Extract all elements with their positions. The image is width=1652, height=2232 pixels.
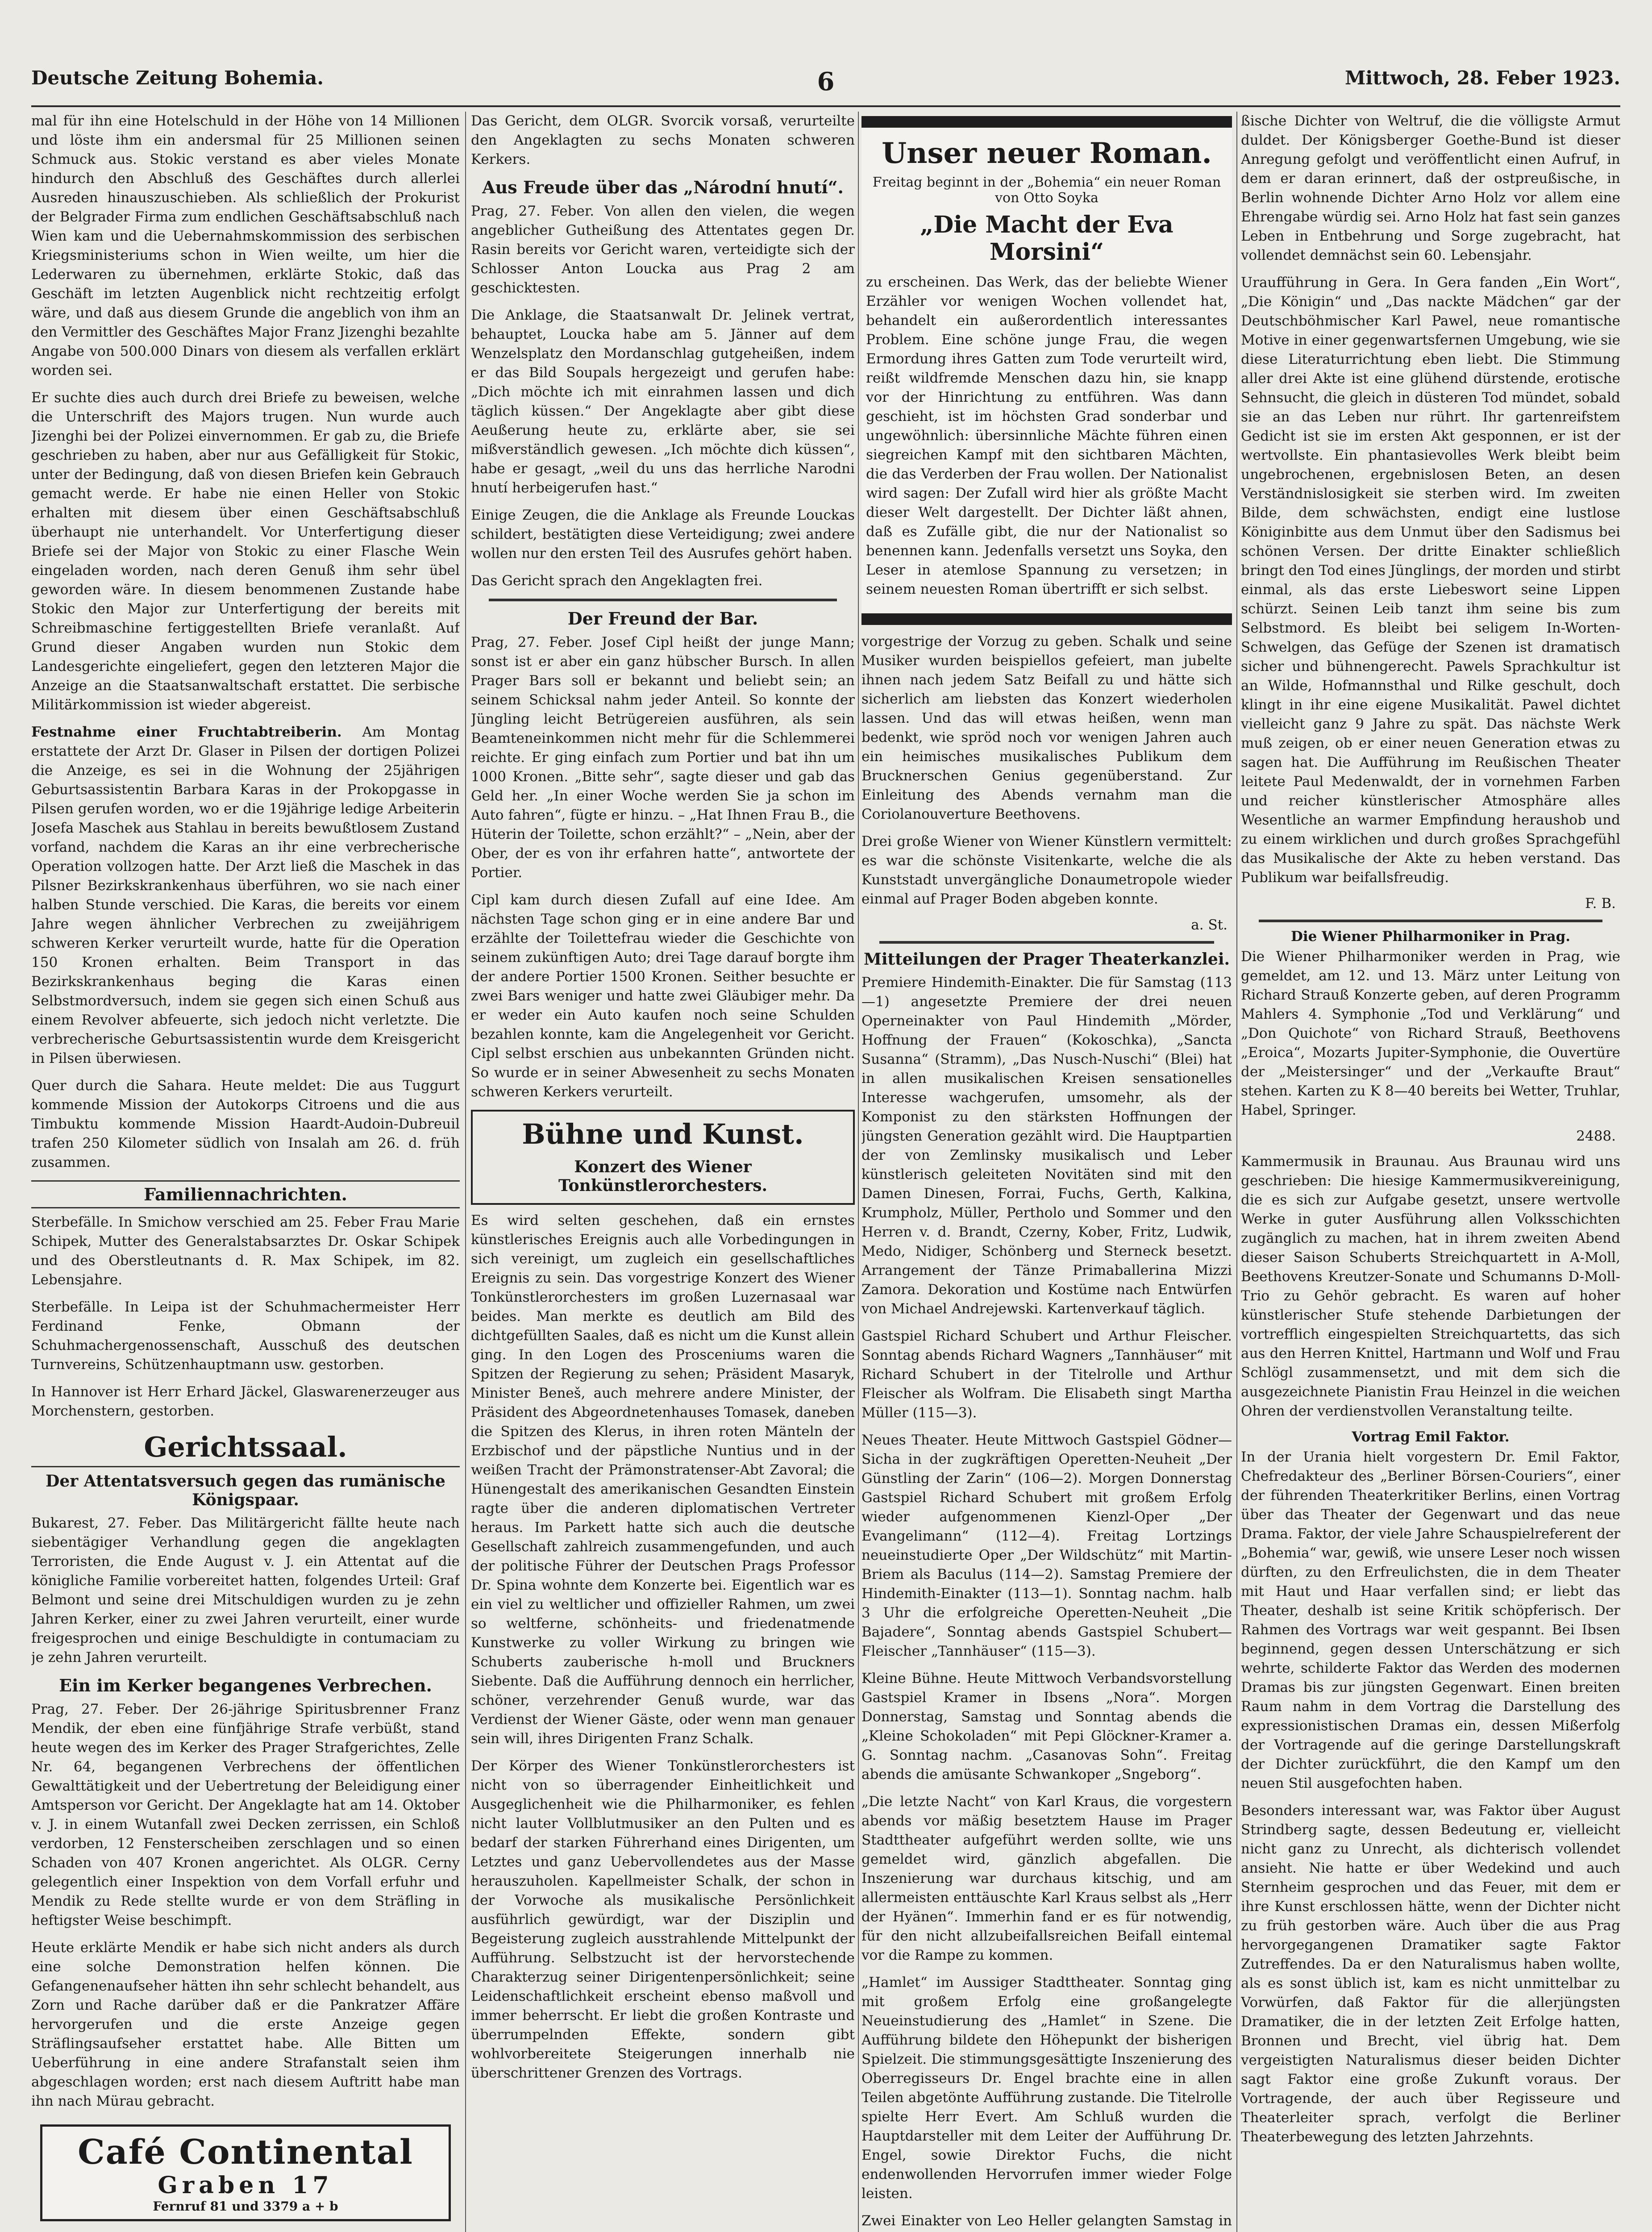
- article-paragraph: Uraufführung in Gera. In Gera fanden „Ein Wort“, „Die Königin“ und „Das nackte Mädchen“ gar der Deutschböhmischer Karl Pawel, neue romantische Motive in einer gegenwartsfernen Umgebung, wie sie diese Literaturrichtung eben liebt. Die Stimmung aller drei Akte ist eine glühend dürstende, erotische Sehnsucht, die gleich in düsteren Tod mündet, sobald sie an das Leben nur rührt. Ihr gartenreifstem Gedicht ist sie im ersten Akt gesponnen, er ist der wertvollste. Ein phantasievolles Werk bleibt beim ungebrochenen, ergebnislosen Beten, an desen Verständnislosigkeit sie sterben wird. Im zweiten Bilde, dem schwächsten, endigt eine lustlose Königinbitte aus dem Unmut über den Sadismus bei schönen Versen. Der dritte Einakter schließlich bringt den Tod eines Jünglings, der morden und stirbt einmal, als das erste Liebeswort seine Lippen schürzt. Seinen Leib tanzt ihm seine bis zum Selbstmord. Es bleibt bei seligem In-Worten-Schwelgen, das Gefüge der Szenen ist dramatisch sicher und bühnengerecht. Pawels Sprachkultur ist an Wilde, Hofmannsthal und Rilke geschult, doch klingt in ihr eine eigene Musikalität. Pawel dichtet vielleicht ganz 9 Jahre zu spät. Das nächste Werk muß zeigen, ob er einer neuen Generation etwas zu sagen hat. Die Aufführung im Reußischen Theater leitete Paul Medenwaldt, der in vornehmen Farben und reicher künstlerischer Atmosphäre alles Wesentliche an warmer Empfindung heraushob und zu einem wirklichen und durch großes Sprachgefühl das Musikalische der Akte zu heben verstand. Das Publikum war beifallsfreudig.: [1241, 275, 1620, 886]
- article-paragraph: Heute erklärte Mendik er habe sich nicht anders als durch eine solche Demonstration helfen können. Die Gefangenenaufseher hätten ihn sehr schlecht behandelt, aus Zorn und Rache darüber daß er die Pankratzer Affäre hervorgerufen und die erste Anzeige gegen Sträflingsaufseher erstattet habe. Alle Bitten um Ueberführung in eine andere Strafanstalt seien ihm abgeschlagen worden; erst nach diesem Auftritt habe man ihn nach Mürau gebracht.: [31, 1940, 460, 2109]
- column-4: [1241, 112, 1620, 2232]
- column-divider: [465, 112, 466, 2232]
- article-divider: [1259, 920, 1602, 922]
- article-paragraph: Sterbefälle. In Leipa ist der Schuhmachermeister Herr Ferdinand Fenke, Obmann der Schuhmachergenossenschaft, Ausschuß des deutschen Turnvereins, Schützenhauptmann usw. gestorben.: [31, 1299, 460, 1373]
- section-box-stage: [471, 1110, 855, 1205]
- article-paragraph: Es wird selten geschehen, daß ein ernstes künstlerisches Ereignis auch alle Vorbedingungen in sich vereinigt, um zugleich ein gesellschaftliches Ereignis zu sein. Das vorgestrige Konzert des Wiener Tonkünstlerorchesters im großen Luzernasaal war beides. Man merkte es deutlich am Bild des dichtgefüllten Saales, daß es nicht um die Kunst allein ging. In den Logen des Prosceniums waren die Spitzen der Regierung zu sehen; Präsident Masaryk, Minister Beneš, auch mehrere andere Minister, der Präsident des Abgeordnetenhauses Tomasek, daneben die Spitzen des Klerus, in ihren roten Mänteln der Erzbischof und der päpstliche Nuntius und in der weißen Tracht der Prämonstratenser-Abt Zavoral; die Hünengestalt des amerikanischen Gesandten Einstein ragte über die anderen diplomatischen Vertreter heraus. Im Parkett hatte sich auch die deutsche Gesellschaft zahlreich zusammengefunden, und auch der politische Führer der Deutschen Prags Professor Dr. Spina wohnte dem Konzerte bei. Eigentlich war es ein viel zu weltlicher und offizieller Rahmen, um zwei so weltferne, schönheits- und friedenatmende Kunstwerke zu voller Wirkung zu bringen wie Schuberts zauberische h-moll und Bruckners Siebente. Daß die Aufführung dennoch ein herrlicher, schöner, verzehrender Genuß wurde, war das Verdienst der Wiener Gäste, oder wenn man genauer sein will, ihres Dirigenten Franz Schalk.: [471, 1212, 855, 1747]
- article-paragraph: Quer durch die Sahara. Heute meldet: Die aus Tuggurt kommende Mission der Autokorps Citroens und die aus Timbuktu kommende Mission Haardt-Audoin-Dubreuil trafen 250 Kilometer südlich von Insalah am 26. d. früh zusammen.: [31, 1078, 460, 1170]
- ad-street: Graben 17: [158, 2172, 333, 2199]
- article-paragraph: In Hannover ist Herr Erhard Jäckel, Glaswarenerzeuger aus Morchenstern, gestorben.: [31, 1384, 460, 1419]
- masthead-newspaper-name: Deutsche Zeitung Bohemia.: [31, 67, 324, 89]
- article-paragraph: Drei große Wiener von Wiener Künstlern vermittelt: es war die schönste Visitenkarte, welche die als Kunststadt unvergängliche Donaumetropole wieder einmal auf Prager Boden abgeben konnte.: [861, 833, 1232, 907]
- masthead-rule: [31, 105, 1620, 107]
- article-paragraph: Premiere Hindemith-Einakter. Die für Samstag (113—1) angesetzte Premiere der drei neuen Operneinakter von Paul Hindemith „Mörder, Hoffnung der Frauen“ (Kokoschka), „Sancta Susanna“ (Stramm), „Das Nusch-Nuschi“ (Blei) hat in allen musikalischen Kreisen sensationelles Interesse wachgerufen, umsomehr, als der Komponist zu den stärksten Hoffnungen der jüngsten Generation gezählt wird. Die Hauptpartien der von Zemlinsky musikalisch und Leber künstlerisch geleiteten Novitäten sind mit den Damen Dinesen, Forrai, Fuchs, Gerth, Kalkina, Krumpholz, Müller, Pertholo und Sommer und den Herren v. d. Brandt, Czerny, Kober, Fritz, Ludwik, Medo, Nidiger, Schönberg und Sterneck besetzt. Arrangement der Tänze Primaballerina Mizzi Zamora. Dekoration und Kostüme nach Entwürfen von Michael Andrejewski. Kartenverkauf täglich.: [861, 974, 1232, 1317]
- article-heading: Ein im Kerker begangenes Verbrechen.: [59, 1675, 432, 1695]
- article-heading: Der Freund der Bar.: [567, 608, 758, 629]
- article-paragraph: Sterbefälle. In Smichow verschied am 25. Feber Frau Marie Schipek, Mutter des Generalstabsarztes Dr. Oskar Schipek und des Oberstleutnants d. R. Max Schipek, im 82. Lebensjahre.: [31, 1214, 460, 1288]
- column-divider: [858, 112, 859, 2232]
- article-paragraph: Prag, 27. Feber. Josef Cipl heißt der junge Mann; sonst ist er aber ein ganz hübscher Bursch. In allen Prager Bars soll er bekannt und beliebt sein; an seinem Schicksal nahm jeder Anteil. So konnte der Jüngling leicht Betrügereien ausführen, als sein Beamteneinkommen nicht mehr für die Schlemmerei reichte. Er ging einfach zum Portier und bat ihn um 1000 Kronen. „Bitte sehr“, sagte dieser und gab das Geld her. „In einer Woche werden Sie ja schon im Auto fahren“, fügte er hinzu. – „Hat Ihnen Frau B., die Hüterin der Toilette, schon erzählt?“ – „Nein, aber der Ober, der es von ihr erfahren hatte“, antwortete der Portier.: [471, 634, 855, 881]
- column-2: [471, 112, 855, 2232]
- column-1: [31, 112, 460, 2232]
- article-paragraph: Bukarest, 27. Feber. Das Militärgericht fällte heute nach siebentägiger Verhandlung gegen die angeklagten Terroristen, die Ende August v. J. ein Attentat auf die königliche Familie vorbereitet hatten, folgendes Urteil: Graf Belmont und seine drei Mitschuldigen wurden zu je zehn Jahren Kerker, einer zu zwei Jahren verurteilt, einer wurde freigesprochen und einige Beschuldigte in contumaciam zu je zehn Jahren verurteilt.: [31, 1515, 460, 1666]
- article-heading: Aus Freude über das „Národní hnutí“.: [482, 177, 844, 197]
- article-heading: Die Wiener Philharmoniker in Prag.: [1290, 929, 1571, 945]
- article-paragraph: Die Wiener Philharmoniker werden in Prag, wie gemeldet, am 12. und 13. März unter Leitung von Richard Strauß Konzerte geben, auf deren Programm Mahlers 4. Symphonie „Tod und Verklärung“ und „Don Quichote“ von Richard Strauß, Beethovens „Eroica“, Mozarts Jupiter-Symphonie, die Ouvertüre der „Meistersinger“ und der „Verkaufte Braut“ stehen. Karten zu K 8—40 bereits bei Wetter, Truhlar, Habel, Springer.: [1241, 949, 1620, 1118]
- article-paragraph: In der Urania hielt vorgestern Dr. Emil Faktor, Chefredakteur des „Berliner Börsen-Couriers“, einer der führenden Theaterkritiker Berlins, einen Vortrag über das Theater der Gegenwart und das neue Drama. Faktor, der viele Jahre Schauspielreferent der „Bohemia“ war, gewiß, wie unsere Leser noch wissen dürften, zu den Erfreulichsten, die in dem Theater mit Haut und Haar verfallen sind; er liebt das Theater, deshalb ist seine Kritik schöpferisch. Der Rahmen des Vortrags war weit gespannt. Bei Ibsen beginnend, gegen dessen Unterschätzung er sich wehrte, schilderte Faktor das Werden des modernen Dramas bis zur jüngsten Gegenwart. Einen breiten Raum nahm in dem Vortrag die Darstellung des expressionistischen Dramas ein, dessen Mißerfolg der Vortragende auf die geringe Darstellungskraft der Dichter zurückführt, die den Kampf um den neuen Stil ausgefochten haben.: [1241, 1449, 1620, 1791]
- article-paragraph: Besonders interessant war, was Faktor über August Strindberg sagte, dessen Bedeutung er, vielleicht nicht ganz zu Unrecht, als dichterisch vollendet ansieht. Nie hatte er über Wedekind und auch Sternheim gesprochen und das Feuer, mit dem er ihre Kunst erschlossen hätte, wenn der Dichter nicht zu früh gestorben wäre. Auch über die aus Prag hervorgegangenen Dramatiker sagte Faktor Zutreffendes. Da er den Naturalismus haben wollte, als es sonst üblich ist, kam es nicht unmittelbar zu Vorwürfen, daß Faktor für die allerjüngsten Dramatiker, die in der letzten Zeit Erfolge hatten, Bronnen und Brecht, viel übrig hat. Dem vergeistigten Naturalismus dieser beiden Dichter sagt Faktor eine große Zukunft voraus. Der Vortragende, der auch über Regisseure und Theaterleiter sprach, verfolgt die Berliner Theaterbewegung des letzten Jahrzehnts.: [1241, 1803, 1620, 2145]
- novel-heading: Unser neuer Roman.: [882, 137, 1212, 170]
- article-paragraph: Das Gericht, dem OLGR. Svorcik vorsaß, verurteilte den Angeklagten zu sechs Monaten schweren Kerkers.: [471, 113, 855, 167]
- article-paragraph: Prag, 27. Feber. Der 26-jährige Spiritusbrenner Franz Mendik, der eben eine fünfjährige Strafe verbüßt, stand heute wegen des im Kerker des Prager Strafgerichtes, Zelle Nr. 64, begangenen Verbrechens der öffentlichen Gewalttätigkeit und der Uebertretung der Beleidigung einer Amtsperson vor Gericht. Der Angeklagte hat am 14. Oktober v. J. in einem Wutanfall zwei Decken zerrissen, ein Schloß verdorben, 12 Fensterscheiben zerschlagen und so einen Schaden von 407 Kronen angerichtet. Als OLGR. Cerny gelegentlich einer Inspektion von dem Vorfall erfuhr und Mendik zu Rede stellte wurde er von dem Sträfling in heftigster Weise beschimpft.: [31, 1701, 460, 1928]
- advertisement-cafe: [40, 2124, 451, 2221]
- article-heading: Konzert des Wiener Tonkünstlerorchesters.: [558, 1158, 768, 1195]
- section-heading-court: Gerichtssaal.: [31, 1431, 460, 1467]
- article-paragraph: Prag, 27. Feber. Von allen den vielen, die wegen angeblicher Gutheißung des Attentates gegen Dr. Rasin bereits vor Gericht waren, verteidigte sich der Schlosser Anton Loucka aus Prag 2 am geschicktesten.: [471, 203, 855, 296]
- section-heading-family: Familiennachrichten.: [31, 1180, 460, 1208]
- masthead: [31, 67, 1620, 103]
- novel-intro: Freitag beginnt in der „Bohemia“ ein neuer Roman von Otto Soyka: [872, 175, 1221, 206]
- article-paragraph: Gastspiel Richard Schubert und Arthur Fleischer. Sonntag abends Richard Wagners „Tannhäuser“ mit Richard Schubert in der Titelrolle und Arthur Fleischer als Wolfram. Die Elisabeth singt Martha Müller (115—3).: [861, 1328, 1232, 1421]
- article-paragraph: ßische Dichter von Weltruf, die die völligste Armut duldet. Der Königsberger Goethe-Bund ist dieser Anregung gefolgt und veröffentlicht einen Aufruf, in dem er daran erinnert, daß der ostpreußische, in Berlin wohnende Dichter Arno Holz vor allem eine Ehrengabe würdig sei. Arno Holz hat fast sein ganzes Leben in Entbehrung und Sorge zugebracht, hat vollendet demnächst sein 60. Lebensjahr.: [1241, 113, 1620, 263]
- article-signature: a. St.: [1191, 917, 1228, 933]
- masthead-page-number: 6: [817, 67, 835, 96]
- article-divider: [489, 599, 837, 601]
- ad-title: Café Continental: [78, 2132, 413, 2172]
- article-paragraph: mal für ihn eine Hotelschuld in der Höhe von 14 Millionen und löste ihm ein andersmal für 25 Millionen seinen Schmuck aus. Stokic verstand es aber vieles Monate hindurch den Abschluß des Geschäftes durch allerlei Ausreden hinauszuschieben. Als schließlich der Prokurist der Belgrader Firma zum endlichen Geschäftsabschluß nach Wien kam und die Uebernahmskommission des serbischen Kriegsministeriums schon in Wien weilte, um hier die Lederwaren zu übernehmen, erklärte Stokic, daß das Geschäft im letzten Augenblick nicht rechtzeitig erfolgt wäre, und daß aus diesem Grunde die angeblich von ihm an den Vermittler des Geschäftes Major Franz Jizenghi bezahlte Angabe von 500.000 Dinars von diesem als verfallen erklärt worden sei.: [31, 113, 460, 379]
- article-paragraph: vorgestrige der Vorzug zu geben. Schalk und seine Musiker wurden beispiellos gefeiert, man jubelte ihnen nach jedem Satz Beifall zu und hätte sich sicherlich am liebsten das Konzert wiederholen lassen. Und das will etwas heißen, wenn man bedenkt, wie spröd noch vor wenigen Jahren auch ein heimisches musikalisches Publikum dem Brucknerschen Genius gegenüberstand. Zur Einleitung des Abends vernahm man die Coriolanouverture Beethovens.: [861, 633, 1232, 822]
- article-paragraph: [31, 723, 460, 1068]
- article-heading: Vortrag Emil Faktor.: [1352, 1429, 1510, 1445]
- article-divider: [879, 941, 1214, 944]
- article-heading: Mitteilungen der Prager Theaterkanzlei.: [863, 950, 1230, 969]
- novel-announcement-box: [861, 116, 1232, 625]
- novel-title: „Die Macht der Eva Morsini“: [920, 211, 1173, 266]
- article-paragraph: Neues Theater. Heute Mittwoch Gastspiel Gödner—Sicha in der zugkräftigen Operetten-Neuheit „Der Günstling der Zarin“ (106—2). Morgen Donnerstag Gastspiel Richard Schubert mit großem Erfolg wieder aufgenommenen Kienzl-Oper „Der Evangelimann“ (112—4). Freitag Lortzings neueinstudierte Oper „Der Wildschütz“ mit Martin-Briem als Baculus (114—2). Samstag Premiere der Hindemith-Einakter (113—1). Sonntag nachm. halb 3 Uhr die erfolgreiche Operetten-Neuheit „Die Bajadere“, Sonntag abends Gastspiel Schubert—Fleischer „Tannhäuser“ (115—3).: [861, 1432, 1232, 1659]
- article-paragraph: „Hamlet“ im Aussiger Stadttheater. Sonntag ging mit großem Erfolg eine großangelegte Neueinstudierung des „Hamlet“ in Szene. Die Aufführung bildete den Höhepunkt der bisherigen Spielzeit. Die stimmungsgesättigte Inszenierung des Oberregisseurs Dr. Engel brachte eine in allen Teilen abgetönte Aufführung zustande. Die Titelrolle spielte Herr Evert. Am Schluß wurden die Hauptdarsteller mit dem Leiter der Aufführung Dr. Engel, sowie Direktor Fuchs, die nicht endenwollenden Hervorrufen immer wieder Folge leisten.: [861, 1974, 1232, 2202]
- article-paragraph: Cipl kam durch diesen Zufall auf eine Idee. Am nächsten Tage schon ging er in eine andere Bar und erzählte der Toilettefrau wieder die Geschichte von seinem zukünftigen Auto; drei Tage darauf borgte ihm der andere Portier 1500 Kronen. Seither besuchte er zwei Bars weniger und hatte zwei Gläubiger mehr. Da er weder ein Auto kaufen noch seine Schulden bezahlen konnte, kam die Angelegenheit vor Gericht. Cipl selbst erschien aus unbekannten Gründen nicht. So wurde er in seiner Abwesenheit zu sechs Monaten schweren Kerkers verurteilt.: [471, 892, 855, 1100]
- article-paragraph: Einige Zeugen, die die Anklage als Freunde Louckas schildert, bestätigten diese Verteidigung; zwei andere wollen nur den ersten Teil des Ausrufes gehört haben.: [471, 507, 855, 562]
- article-paragraph: Zwei Einakter von Leo Heller gelangten Samstag in: [861, 2213, 1232, 2229]
- masthead-date: Mittwoch, 28. Feber 1923.: [1344, 67, 1620, 89]
- article-paragraph: Der Körper des Wiener Tonkünstlerorchesters ist nicht von so überragender Einheitlichkeit und Ausgeglichenheit wie die Philharmoniker, es fehlen nicht lauter Vollblutmusiker an den Pulten und es bedarf der starken Führerhand eines Dirigenten, um Letztes und ganz Uebervollendetes aus der Masse herauszuholen. Kapellmeister Schalk, der schon in der Vorwoche als musikalische Persönlichkeit ausführlich gewürdigt, war der Disziplin und Begeisterung zugleich ausstrahlende Mittelpunkt der Aufführung. Selbstzucht ist der hervorstechende Charakterzug seiner Dirigentenpersönlichkeit; seine Leidenschaftlichkeit erscheint ebenso maßvoll und immer beherrscht. Er liebt die großen Kontraste und überrumpelnden Effekte, sondern gibt wohlvorbereitete Steigerungen innerhalb nie überschrittener Grenzen des Vortrags.: [471, 1758, 855, 2081]
- article-text: Am Montag erstattete der Arzt Dr. Glaser in Pilsen der dortigen Polizei die Anzeige, es sei in die Wohnung der 25jährigen Geburtsassistentin Barbara Karas in der Prokopgasse in Pilsen gerufen worden, wo er die 19jährige ledige Arbeiterin Josefa Maschek aus Stahlau in bereits bewußtlosem Zustand vorfand, nachdem die Karas an ihr eine verbrecherische Operation vollzogen hatte. Der Arzt ließ die Maschek in das Pilsner Bezirkskrankenhaus überführen, wo sie nach einer halben Stunde verschied. Die Karas, die bereits vor einem Jahre wegen ähnlicher Verbrechen zu zweijährigem schweren Kerker verurteilt wurde, hatte für die Operation 150 Kronen erhalten. Beim Transport in das Bezirkskrankenhaus beging die Karas einen Selbstmordversuch, indem sie gegen sich einen Schuß aus einem Revolver abfeuerte, sich jedoch nicht verletzte. Die verbrecherische Geburtsassistentin wurde dem Kreisgericht in Pilsen überwiesen.: [31, 724, 460, 1066]
- article-signature: F. B.: [1585, 895, 1616, 912]
- column-3: [861, 112, 1232, 2232]
- article-paragraph: „Die letzte Nacht“ von Karl Kraus, die vorgestern abends vor mäßig besetztem Hause im Prager Stadttheater aufgeführt werden sollte, wie uns gemeldet wird, gänzlich abgefallen. Die Inszenierung war durchaus kitschig, und am allermeisten enttäuschte Karl Kraus selbst als „Herr der Hyänen“. Immerhin fand er es für notwendig, für den nicht allzubeifallsreichen Beifall eintemal vor die Rampe zu kommen.: [861, 1794, 1232, 1963]
- article-heading: Der Attentatsversuch gegen das rumänische Königspaar.: [46, 1472, 445, 1509]
- article-inline-heading: Festnahme einer Fruchtabtreiberin.: [31, 724, 342, 740]
- ad-phone: Fernruf 81 und 3379 a + b: [153, 2199, 338, 2214]
- article-paragraph: Das Gericht sprach den Angeklagten frei.: [471, 573, 763, 589]
- column-divider: [1236, 112, 1237, 2232]
- section-heading-stage: Bühne und Kunst.: [522, 1118, 804, 1150]
- article-paragraph: Die Anklage, die Staatsanwalt Dr. Jelinek vertrat, behauptet, Loucka habe am 5. Jänner auf dem Wenzelsplatz den Mordanschlag gutgeheißen, indem er das Bild Soupals hergezeigt und gerufen habe: „Dich möchte ich mit einrahmen lassen und dich täglich küssen.“ Der Angeklagte aber gibt diese Aeußerung heute zu, erklärte aber, sie sei mißverständlich gewesen. „Ich möchte dich küssen“, habe er gesagt, „weil du uns das herrliche Narodni hnutí herbeigerufen hast.“: [471, 307, 855, 496]
- article-paragraph: Kammermusik in Braunau. Aus Braunau wird uns geschrieben: Die hiesige Kammermusikvereinigung, die es sich zur Aufgabe gesetzt, unsere wertvolle Werke in guter Ausführung allen Volksschichten zugänglich zu machen, hat in ihrem zweiten Abend dieser Saison Schuberts Streichquartett in A-Moll, Beethovens Kreutzer-Sonate und Schumanns D-Moll-Trio zu Gehör gebracht. Es waren auf hoher künstlerischer Stufe stehende Darbietungen der vortrefflich eingespielten Streichquartetts, das sich aus den Herren Knittel, Hartmann und Wolf und Frau Schlögl zusammensetzt, und mit dem sich die ausgezeichnete Pianistin Frau Heinzel in die weichen Ohren der verdienstvollen Veranstaltung teilte.: [1241, 1153, 1620, 1419]
- ad-reference-number: 2488.: [1576, 1128, 1616, 1144]
- article-paragraph: Er suchte dies auch durch drei Briefe zu beweisen, welche die Unterschrift des Majors trugen. Nun wurde auch Jizenghi bei der Polizei einvernommen. Er gab zu, die Briefe geschrieben zu haben, aber nur aus Gefälligkeit für Stokic, unter der Bedingung, daß von diesen Briefen kein Gebrauch gemacht werde. Er habe nie einen Heller von Stokic erhalten mit diesem über einen Geschäftsabschluß überhaupt nie unterhandelt. Vor Unterfertigung dieser Briefe sei der Major von Stokic zu einer Flasche Wein eingeladen worden, nach deren Genuß ihm sehr übel geworden wäre. In diesem benommenen Zustande habe Stokic den Major zur Unterfertigung der bereits mit Schreibmaschine fertiggestellten Briefe veranlaßt. Auf Grund dieser Angaben wurden nun Stokic dem Landesgerichte eingeliefert, gegen den letzteren Major die Anzeige an die Staatsanwaltschaft erstattet. Die serbische Militärkommission ist wieder abgereist.: [31, 390, 460, 713]
- article-paragraph: zu erscheinen. Das Werk, das der beliebte Wiener Erzähler vor wenigen Wochen vollendet hat, behandelt ein außerordentlich interessantes Problem. Eine schöne junge Frau, die wegen Ermordung ihres Gatten zum Tode verurteilt wird, reißt wildfremde Menschen dazu hin, sie knapp vor der Hinrichtung zu entführen. Was dann geschieht, ist im höchsten Grad sonderbar und ungewöhnlich: übersinnliche Mächte führen einen siegreichen Kampf mit den sichtbaren Mächten, die das Verderben der Frau wollen. Der Nationalist wird sagen: Der Zufall wird hier als größte Macht dieser Welt dargestellt. Der Dichter läßt ahnen, daß es Zufälle gibt, die nur der Nationalist so benennen kann. Jedenfalls versetzt uns Soyka, den Leser in atemlose Spannung zu versetzen; in seinem neuesten Roman übertrifft er sich selbst.: [866, 274, 1228, 597]
- article-paragraph: Kleine Bühne. Heute Mittwoch Verbandsvorstellung Gastspiel Kramer in Ibsens „Nora“. Morgen Donnerstag, Samstag und Sonntag abends die „Kleine Schokoladen“ mit Pepi Glöckner-Kramer a. G. Sonntag nachm. „Casanovas Sohn“. Freitag abends die amüsante Schwankoper „Sngeborg“.: [861, 1670, 1232, 1782]
